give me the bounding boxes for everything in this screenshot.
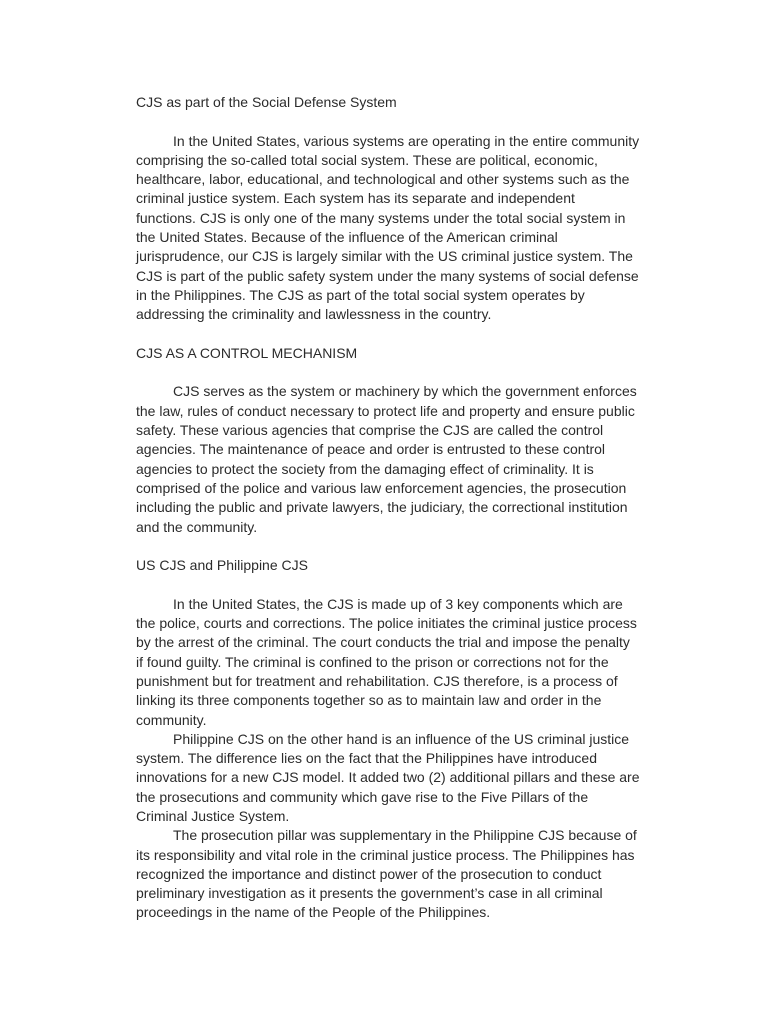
paragraph: In the United States, the CJS is made up of 3 key components which are the police, courts and corrections. The police initiates the criminal justice process by the arrest of the criminal. The court conducts the trial and impose the penalty if found guilty. The criminal is confined to the prison or corrections not for the punishment but for treatment and rehabilitation. CJS therefore, is a process of linking its three components together so as to maintain law and order in the community.	[136, 595, 637, 728]
document-body	[136, 93, 682, 942]
paragraph: The prosecution pillar was supplementary in the Philippine CJS because of its responsibility and vital role in the criminal justice process. The Philippines has recognized the importance and distinct power of the prosecution to conduct preliminary investigation as it presents the government’s case in all criminal proceedings in the name of the People of the Philippines.	[136, 827, 637, 921]
section-heading: US CJS and Philippine CJS	[136, 557, 308, 574]
section-body	[136, 382, 682, 536]
paragraph: Philippine CJS on the other hand is an influence of the US criminal justice system. The difference lies on the fact that the Philippines have introduced innovations for a new CJS model. It added two (2) additional pillars and these are the prosecutions and community which gave rise to the Five Pillars of the Criminal Justice System.	[136, 730, 640, 824]
section-heading: CJS as part of the Social Defense System	[136, 94, 397, 110]
section-body	[136, 132, 682, 325]
section-heading: CJS AS A CONTROL MECHANISM	[136, 344, 358, 361]
paragraph: In the United States, various systems are operating in the entire community comprising the so-called total social system. These are political, economic, healthcare, labor, educational, and technological and other systems such as the criminal justice system. Each system has its separate and independent functions. CJS is only one of the many systems under the total social system in the United States. Because of the influence of the American criminal jurisprudence, our CJS is largely similar with the US criminal justice system. The CJS is part of the public safety system under the many systems of social defense in the Philippines. The CJS as part of the total social system operates by addressing the criminality and lawlessness in the country.	[136, 132, 640, 323]
section-body	[136, 595, 682, 923]
paragraph: CJS serves as the system or machinery by which the government enforces the law, rules of conduct necessary to protect life and property and ensure public safety. These various agencies that comprise the CJS are called the control agencies. The maintenance of peace and order is entrusted to these control agencies to protect the society from the damaging effect of criminality. It is comprised of the police and various law enforcement agencies, the prosecution including the public and private lawyers, the judiciary, the correctional institution and the community.	[136, 383, 637, 535]
